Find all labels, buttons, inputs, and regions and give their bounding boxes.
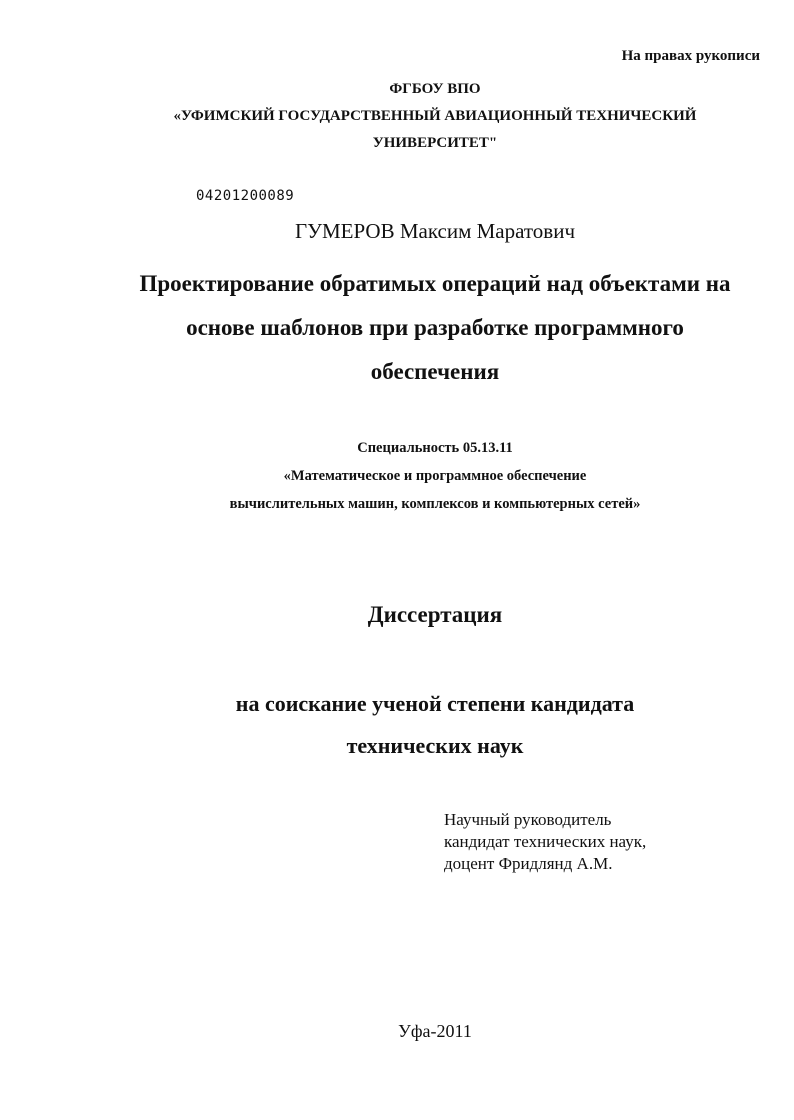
title-line: обеспечения (370, 359, 500, 384)
rights-notice: На правах рукописи (621, 48, 760, 64)
specialty-line: вычислительных машин, комплексов и компьютерных сетей» (229, 496, 641, 512)
org-line: ФГБОУ ВПО (389, 81, 481, 97)
supervisor-block (444, 809, 646, 875)
degree-line: технических наук (346, 733, 524, 758)
organization-block (100, 76, 770, 157)
org-line: «УФИМСКИЙ ГОСУДАРСТВЕННЫЙ АВИАЦИОННЫЙ ТЕХНИЧЕСКИЙ (173, 108, 697, 124)
degree-block (140, 683, 730, 767)
title-line: основе шаблонов при разработке программного (186, 315, 684, 340)
place-year: Уфа-2011 (398, 1021, 472, 1041)
supervisor-line: доцент Фридлянд А.М. (444, 854, 613, 873)
dissertation-title (110, 262, 760, 394)
author-name: ГУМЕРОВ Максим Маратович (294, 219, 576, 243)
work-type: Диссертация (367, 602, 503, 627)
registration-code: 04201200089 (196, 188, 295, 204)
supervisor-line: Научный руководитель (444, 810, 612, 829)
specialty-line: Специальность 05.13.11 (357, 440, 513, 456)
supervisor-line: кандидат технических наук, (444, 832, 647, 851)
specialty-block (90, 434, 780, 518)
org-line: УНИВЕРСИТЕТ" (372, 135, 498, 151)
degree-line: на соискание ученой степени кандидата (235, 691, 635, 716)
title-line: Проектирование обратимых операций над объектами на (139, 271, 731, 296)
specialty-line: «Математическое и программное обеспечение (283, 468, 587, 484)
